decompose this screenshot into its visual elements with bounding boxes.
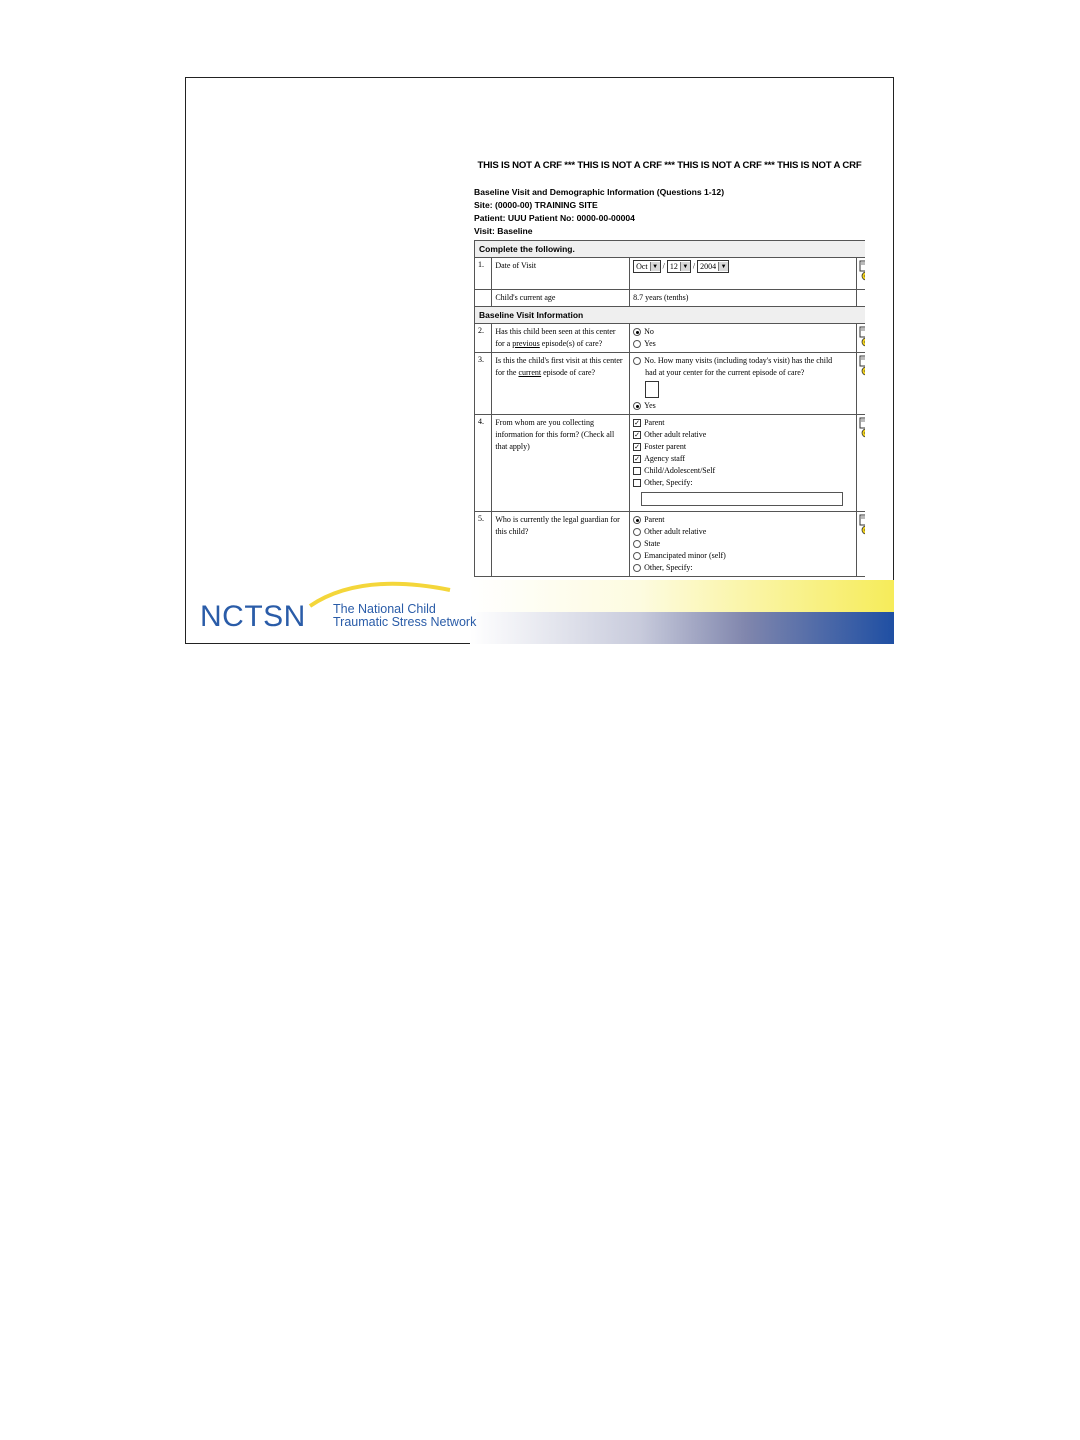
checkbox-checked[interactable]: ✓ bbox=[634, 431, 641, 439]
radio[interactable] bbox=[633, 357, 641, 365]
checkbox-checked[interactable]: ✓ bbox=[634, 419, 641, 427]
q1-edit-cell bbox=[856, 258, 865, 290]
q3-label: Is this the child's first visit at this center for the current episode of care? bbox=[492, 353, 630, 415]
checkbox-checked[interactable]: ✓ bbox=[634, 455, 641, 463]
q3-number: 3. bbox=[475, 353, 492, 415]
q4-number: 4. bbox=[475, 415, 492, 512]
other-specify-input[interactable] bbox=[641, 492, 843, 506]
q2-answer bbox=[630, 324, 857, 353]
q3-option-no-cont: had at your center for the current episode of care? bbox=[645, 368, 805, 377]
q2-option-no[interactable]: No bbox=[633, 326, 853, 338]
q2-option-yes[interactable]: Yes bbox=[633, 338, 853, 350]
q4-option[interactable]: ✓ Other adult relative bbox=[634, 430, 707, 439]
q5-option[interactable]: Other adult relative bbox=[633, 526, 853, 538]
chevron-down-icon: ▼ bbox=[650, 262, 660, 271]
nctsn-logo-text: The National Child Traumatic Stress Network bbox=[333, 602, 477, 629]
q2-row bbox=[475, 324, 866, 353]
section-baseline-label: Baseline Visit Information bbox=[475, 307, 866, 324]
nctsn-logo: NCTSN bbox=[200, 600, 306, 633]
radio-selected[interactable] bbox=[633, 516, 641, 524]
q1-label: Date of Visit bbox=[492, 258, 630, 290]
section-complete-label: Complete the following. bbox=[475, 241, 866, 258]
checkbox[interactable] bbox=[633, 479, 641, 487]
q5-row bbox=[475, 512, 866, 577]
q5-answer bbox=[630, 512, 857, 577]
radio[interactable] bbox=[633, 528, 641, 536]
q2-label: Has this child been seen at this center for a previous episode(s) of care? bbox=[492, 324, 630, 353]
radio[interactable] bbox=[633, 552, 641, 560]
footer-gradient-blue bbox=[470, 612, 894, 644]
q5-option[interactable]: Other, Specify: bbox=[633, 562, 853, 574]
patient-line: Patient: UUU Patient No: 0000-00-00004 bbox=[474, 213, 635, 223]
form-viewport bbox=[474, 240, 865, 580]
year-select[interactable]: 2004 ▼ bbox=[697, 260, 729, 273]
edit-gear-icon[interactable] bbox=[859, 326, 865, 348]
q4-answer bbox=[630, 415, 857, 512]
q4-option[interactable]: ✓ Agency staff bbox=[634, 454, 686, 463]
q5-option[interactable]: State bbox=[633, 538, 853, 550]
edit-gear-icon[interactable] bbox=[859, 260, 865, 282]
q3-answer bbox=[630, 353, 857, 415]
age-row bbox=[475, 290, 866, 307]
q3-option-no[interactable]: No. How many visits (including today's visit) has the child bbox=[633, 355, 853, 367]
q5-label: Who is currently the legal guardian for this child? bbox=[492, 512, 630, 577]
radio-selected[interactable] bbox=[633, 328, 641, 336]
radio-selected[interactable] bbox=[633, 402, 641, 410]
section-complete bbox=[475, 241, 866, 258]
checkbox[interactable] bbox=[633, 467, 641, 475]
age-label: Child's current age bbox=[492, 290, 630, 307]
q1-number: 1. bbox=[475, 258, 492, 290]
radio[interactable] bbox=[633, 540, 641, 548]
month-select[interactable]: Oct ▼ bbox=[633, 260, 661, 273]
edit-gear-icon[interactable] bbox=[859, 514, 865, 536]
q4-label: From whom are you collecting information for this form? (Check all that apply) bbox=[492, 415, 630, 512]
edit-gear-icon[interactable] bbox=[859, 355, 865, 377]
chevron-down-icon: ▼ bbox=[680, 262, 690, 271]
q5-option[interactable]: Emancipated minor (self) bbox=[633, 550, 853, 562]
edit-gear-icon[interactable] bbox=[859, 417, 865, 439]
chevron-down-icon: ▼ bbox=[718, 262, 728, 271]
q4-row bbox=[475, 415, 866, 512]
form-header bbox=[474, 186, 724, 238]
day-select[interactable]: 12 ▼ bbox=[667, 260, 691, 273]
q5-number: 5. bbox=[475, 512, 492, 577]
q3-option-yes[interactable]: Yes bbox=[633, 400, 853, 412]
radio[interactable] bbox=[633, 340, 641, 348]
visit-line: Visit: Baseline bbox=[474, 226, 533, 236]
form-title: Baseline Visit and Demographic Information (Questions 1-12) bbox=[474, 187, 725, 197]
q1-answer: Oct ▼ / 12 ▼ / 2004 ▼ bbox=[630, 258, 857, 290]
q4-option[interactable]: Child/Adolescent/Self bbox=[633, 465, 853, 477]
q1-row bbox=[475, 258, 866, 290]
q4-option[interactable]: ✓ Foster parent bbox=[634, 442, 687, 451]
not-a-crf-banner: THIS IS NOT A CRF *** THIS IS NOT A CRF *** THIS IS NOT A CRF *** THIS IS NOT A CRF bbox=[477, 160, 862, 171]
checkbox-checked[interactable]: ✓ bbox=[634, 443, 641, 451]
radio[interactable] bbox=[633, 564, 641, 572]
q5-option[interactable]: Parent bbox=[633, 514, 853, 526]
q2-number: 2. bbox=[475, 324, 492, 353]
age-value: 8.7 years (tenths) bbox=[630, 290, 857, 307]
q3-row bbox=[475, 353, 866, 415]
q4-option[interactable]: Other, Specify: bbox=[633, 477, 853, 489]
q4-option[interactable]: ✓ Parent bbox=[634, 418, 665, 427]
site-line: Site: (0000-00) TRAINING SITE bbox=[474, 200, 598, 210]
crf-form-table bbox=[474, 240, 865, 577]
section-baseline bbox=[475, 307, 866, 324]
visit-count-input[interactable] bbox=[645, 381, 659, 398]
